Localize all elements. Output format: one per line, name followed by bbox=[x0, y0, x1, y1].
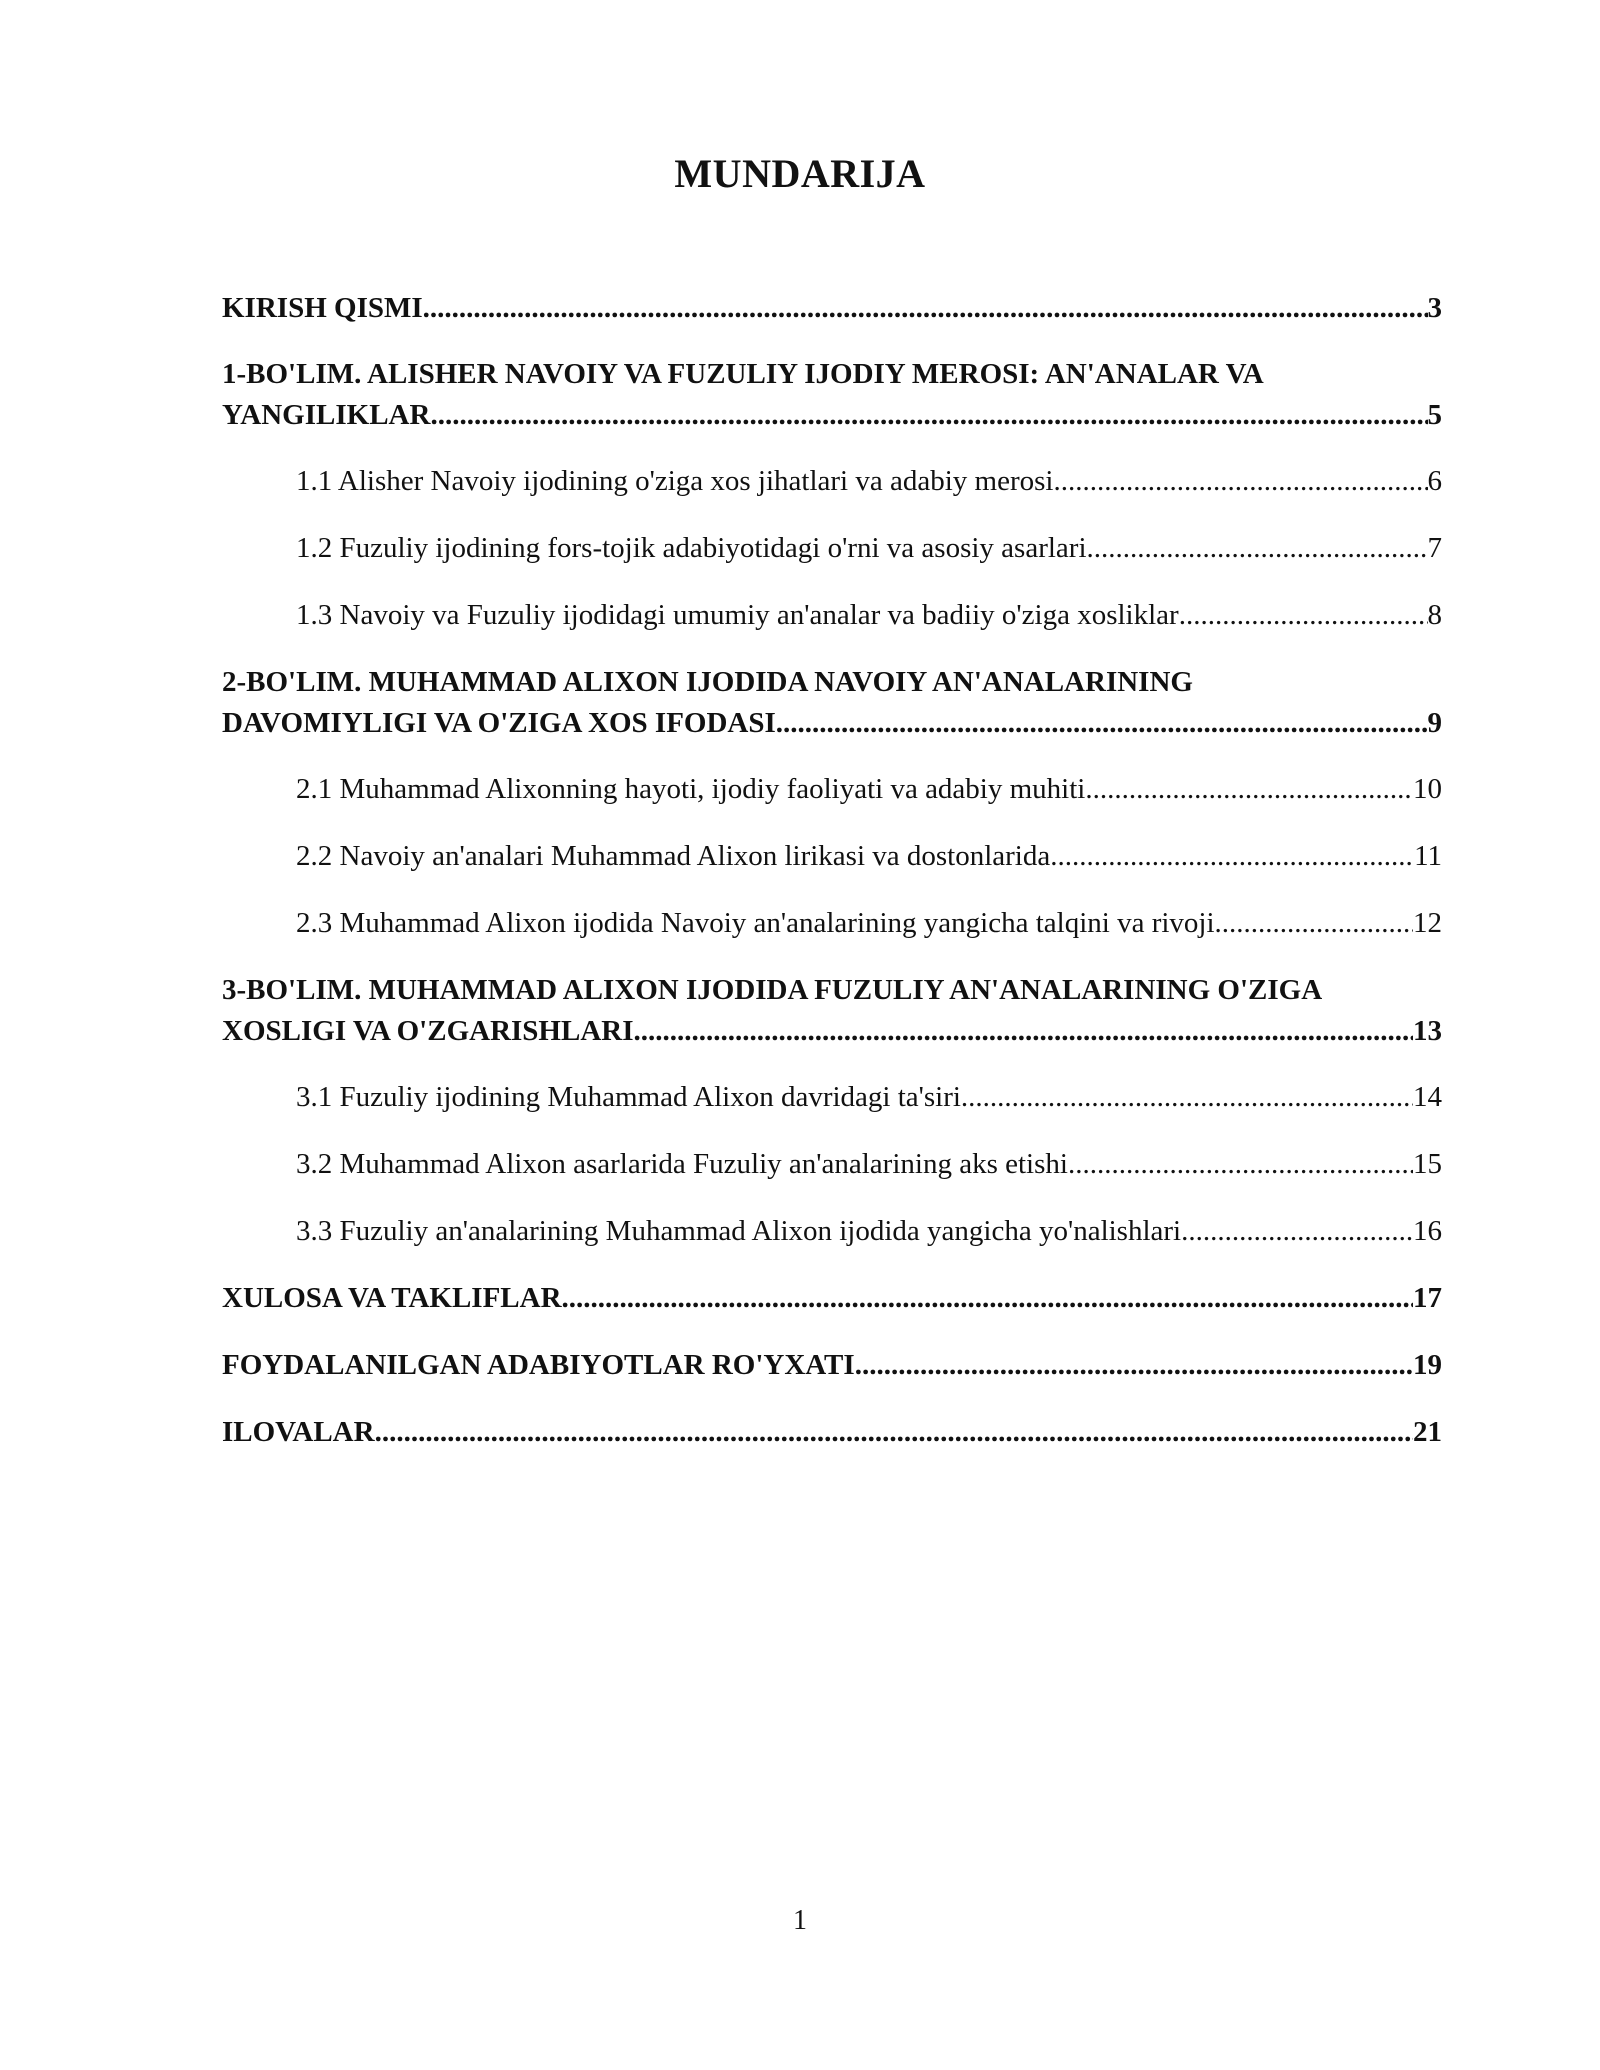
dot-leader bbox=[855, 1345, 1413, 1386]
dot-leader bbox=[1179, 595, 1428, 636]
toc-entry-label-line-1: 3-BO'LIM. MUHAMMAD ALIXON IJODIDA FUZULIY AN'ANALARINING O'ZIGA bbox=[222, 974, 1323, 1006]
toc-entry-label: FOYDALANILGAN ADABIYOTLAR RO'YXATI bbox=[222, 1349, 855, 1381]
toc-entry-page: 6 bbox=[1427, 465, 1442, 497]
toc-entry-label: KIRISH QISMI bbox=[222, 292, 423, 324]
toc-entry-section-3-3[interactable] bbox=[222, 1211, 1442, 1252]
toc-entry-label: 1.1 Alisher Navoiy ijodining o'ziga xos jihatlari va adabiy merosi bbox=[296, 465, 1054, 497]
toc-entry-label: 2.3 Muhammad Alixon ijodida Navoiy an'analarining yangicha talqini va rivoji bbox=[296, 907, 1215, 939]
page-number: 1 bbox=[793, 1905, 807, 1936]
toc-entry-label: YANGILIKLAR bbox=[222, 399, 431, 431]
toc-entry-label: ILOVALAR bbox=[222, 1416, 375, 1448]
toc-entry-label: 1.2 Fuzuliy ijodining fors-tojik adabiyotidagi o'rni va asosiy asarlari bbox=[296, 532, 1087, 564]
dot-leader bbox=[776, 703, 1428, 744]
dot-leader bbox=[375, 1412, 1413, 1453]
toc-entry-section-1-1[interactable] bbox=[222, 461, 1442, 502]
toc-entry-kirish[interactable] bbox=[222, 288, 1442, 329]
dot-leader bbox=[1085, 769, 1413, 810]
toc-entry-page: 8 bbox=[1427, 599, 1442, 631]
toc-entry-page: 14 bbox=[1413, 1081, 1442, 1113]
toc-entry-chapter-2[interactable] bbox=[222, 662, 1442, 744]
dot-leader bbox=[634, 1011, 1413, 1052]
toc-entry-page: 15 bbox=[1413, 1148, 1442, 1180]
toc-entry-page: 21 bbox=[1413, 1416, 1442, 1448]
dot-leader bbox=[423, 288, 1428, 329]
toc-entry-section-3-2[interactable] bbox=[222, 1144, 1442, 1185]
toc-entry-label-line-1: 1-BO'LIM. ALISHER NAVOIY VA FUZULIY IJODIY MEROSI: AN'ANALAR VA bbox=[222, 358, 1264, 390]
toc-entry-section-1-3[interactable] bbox=[222, 595, 1442, 636]
toc-entry-section-1-2[interactable] bbox=[222, 528, 1442, 569]
toc-entry-section-2-1[interactable] bbox=[222, 769, 1442, 810]
toc-entry-label: XOSLIGI VA O'ZGARISHLARI bbox=[222, 1015, 634, 1047]
toc-entry-section-3-1[interactable] bbox=[222, 1077, 1442, 1118]
toc-entry-page: 5 bbox=[1427, 399, 1442, 431]
dot-leader bbox=[1087, 528, 1428, 569]
toc-entry-label: 3.2 Muhammad Alixon asarlarida Fuzuliy an'analarining aks etishi bbox=[296, 1148, 1068, 1180]
toc-entry-chapter-3[interactable] bbox=[222, 970, 1442, 1052]
toc-entry-page: 7 bbox=[1427, 532, 1442, 564]
page-title: MUNDARIJA bbox=[674, 151, 926, 196]
toc-entry-label: XULOSA VA TAKLIFLAR bbox=[222, 1282, 562, 1314]
dot-leader bbox=[1050, 836, 1414, 877]
toc-entry-xulosa[interactable] bbox=[222, 1278, 1442, 1319]
dot-leader bbox=[430, 395, 1427, 436]
toc-entry-page: 9 bbox=[1427, 707, 1442, 739]
dot-leader bbox=[562, 1278, 1413, 1319]
toc-entry-page: 19 bbox=[1413, 1349, 1442, 1381]
dot-leader bbox=[1053, 461, 1427, 502]
toc-entry-chapter-1[interactable] bbox=[222, 354, 1442, 436]
toc-entry-ilovalar[interactable] bbox=[222, 1412, 1442, 1453]
dot-leader bbox=[961, 1077, 1413, 1118]
dot-leader bbox=[1068, 1144, 1413, 1185]
toc-entry-label: 2.2 Navoiy an'analari Muhammad Alixon lirikasi va dostonlarida bbox=[296, 840, 1051, 872]
toc-entry-label-line-1: 2-BO'LIM. MUHAMMAD ALIXON IJODIDA NAVOIY AN'ANALARINING bbox=[222, 666, 1193, 698]
toc-entry-label: DAVOMIYLIGI VA O'ZIGA XOS IFODASI bbox=[222, 707, 776, 739]
toc-entry-label: 3.1 Fuzuliy ijodining Muhammad Alixon davridagi ta'siri bbox=[296, 1081, 961, 1113]
toc-entry-section-2-2[interactable] bbox=[222, 836, 1442, 877]
toc-entry-page: 17 bbox=[1413, 1282, 1442, 1314]
dot-leader bbox=[1181, 1211, 1413, 1252]
toc-entry-label: 1.3 Navoiy va Fuzuliy ijodidagi umumiy an'analar va badiiy o'ziga xosliklar bbox=[296, 599, 1179, 631]
toc-entry-page: 16 bbox=[1413, 1215, 1442, 1247]
toc-entry-section-2-3[interactable] bbox=[222, 903, 1442, 944]
toc-entry-adabiyotlar[interactable] bbox=[222, 1345, 1442, 1386]
toc-entry-label: 3.3 Fuzuliy an'analarining Muhammad Alixon ijodida yangicha yo'nalishlari bbox=[296, 1215, 1182, 1247]
dot-leader bbox=[1215, 903, 1413, 944]
toc-entry-page: 11 bbox=[1414, 840, 1442, 872]
toc-entry-page: 10 bbox=[1413, 773, 1442, 805]
toc-entry-label: 2.1 Muhammad Alixonning hayoti, ijodiy faoliyati va adabiy muhiti bbox=[296, 773, 1086, 805]
toc-entry-page: 13 bbox=[1413, 1015, 1442, 1047]
toc-entry-page: 3 bbox=[1427, 292, 1442, 324]
toc-entry-page: 12 bbox=[1413, 907, 1442, 939]
